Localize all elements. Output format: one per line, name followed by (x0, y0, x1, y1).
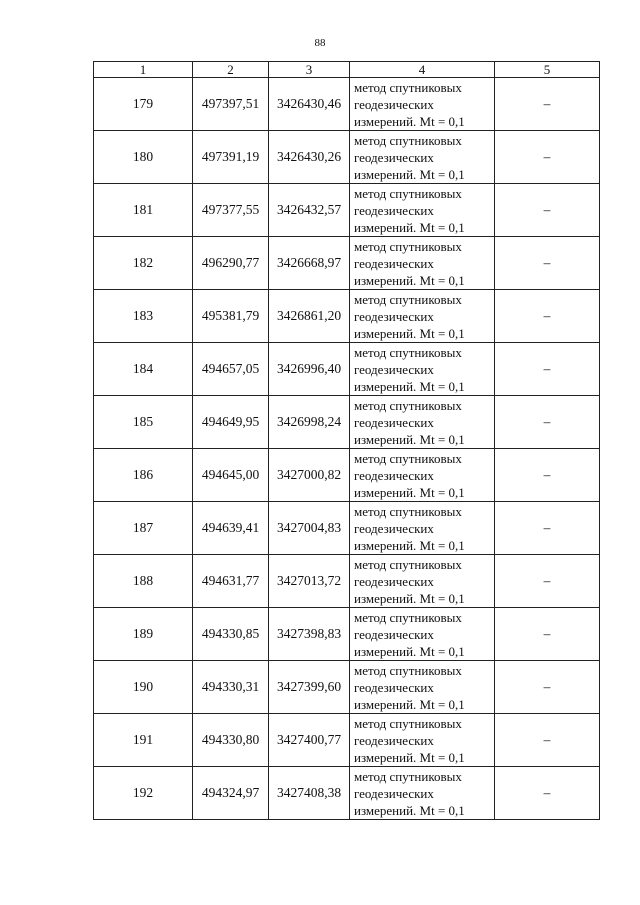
y-coordinate-cell: 3427013,72 (269, 555, 350, 608)
method-text-line: геодезических (354, 573, 434, 589)
note-cell: – (495, 555, 600, 608)
header-col-2: 2 (193, 62, 269, 78)
y-coordinate-cell: 3426432,57 (269, 184, 350, 237)
method-text-line: измерений. Mt = 0,1 (354, 272, 465, 288)
method-text-line: измерений. Mt = 0,1 (354, 219, 465, 235)
method-text-line: геодезических (354, 785, 434, 801)
note-cell: – (495, 449, 600, 502)
method-cell (350, 184, 495, 237)
method-text-line: измерений. Mt = 0,1 (354, 590, 465, 606)
table-row (94, 184, 600, 237)
method-text-line: измерений. Mt = 0,1 (354, 749, 465, 765)
header-row (94, 62, 600, 78)
point-number-cell: 188 (94, 555, 193, 608)
point-number-cell: 185 (94, 396, 193, 449)
note-cell: – (495, 78, 600, 131)
x-coordinate-cell: 497377,55 (193, 184, 269, 237)
method-text-line: метод спутниковых (354, 503, 462, 519)
point-number-cell: 191 (94, 714, 193, 767)
point-number-cell: 187 (94, 502, 193, 555)
method-text-line: геодезических (354, 361, 434, 377)
method-text-line: геодезических (354, 96, 434, 112)
method-text-line: метод спутниковых (354, 609, 462, 625)
x-coordinate-cell: 494639,41 (193, 502, 269, 555)
method-cell (350, 290, 495, 343)
note-cell: – (495, 502, 600, 555)
point-number-cell: 181 (94, 184, 193, 237)
method-text-line: геодезических (354, 679, 434, 695)
method-text-line: измерений. Mt = 0,1 (354, 537, 465, 553)
method-text-line: геодезических (354, 732, 434, 748)
point-number-cell: 179 (94, 78, 193, 131)
method-cell (350, 661, 495, 714)
method-text-line: геодезических (354, 149, 434, 165)
table-row (94, 767, 600, 820)
x-coordinate-cell: 495381,79 (193, 290, 269, 343)
x-coordinate-cell: 494324,97 (193, 767, 269, 820)
point-number-cell: 180 (94, 131, 193, 184)
table-row (94, 131, 600, 184)
method-text-line: метод спутниковых (354, 715, 462, 731)
method-text-line: метод спутниковых (354, 344, 462, 360)
point-number-cell: 190 (94, 661, 193, 714)
y-coordinate-cell: 3427400,77 (269, 714, 350, 767)
method-text-line: метод спутниковых (354, 556, 462, 572)
method-text-line: измерений. Mt = 0,1 (354, 643, 465, 659)
method-cell (350, 78, 495, 131)
y-coordinate-cell: 3427000,82 (269, 449, 350, 502)
x-coordinate-cell: 496290,77 (193, 237, 269, 290)
method-cell (350, 767, 495, 820)
method-cell (350, 714, 495, 767)
method-text-line: метод спутниковых (354, 132, 462, 148)
table-row (94, 237, 600, 290)
table-row (94, 343, 600, 396)
method-text-line: измерений. Mt = 0,1 (354, 484, 465, 500)
method-text-line: метод спутниковых (354, 662, 462, 678)
x-coordinate-cell: 497391,19 (193, 131, 269, 184)
x-coordinate-cell: 494645,00 (193, 449, 269, 502)
method-text-line: измерений. Mt = 0,1 (354, 802, 465, 818)
header-col-4: 4 (350, 62, 495, 78)
note-cell: – (495, 714, 600, 767)
note-cell: – (495, 396, 600, 449)
point-number-cell: 183 (94, 290, 193, 343)
method-text-line: геодезических (354, 255, 434, 271)
y-coordinate-cell: 3427399,60 (269, 661, 350, 714)
header-col-5: 5 (495, 62, 600, 78)
note-cell: – (495, 237, 600, 290)
method-text-line: метод спутниковых (354, 291, 462, 307)
y-coordinate-cell: 3426996,40 (269, 343, 350, 396)
point-number-cell: 184 (94, 343, 193, 396)
method-text-line: измерений. Mt = 0,1 (354, 325, 465, 341)
note-cell: – (495, 608, 600, 661)
method-cell (350, 237, 495, 290)
note-cell: – (495, 767, 600, 820)
x-coordinate-cell: 494649,95 (193, 396, 269, 449)
note-cell: – (495, 131, 600, 184)
point-number-cell: 189 (94, 608, 193, 661)
x-coordinate-cell: 494330,85 (193, 608, 269, 661)
method-cell (350, 343, 495, 396)
note-cell: – (495, 184, 600, 237)
table-row (94, 449, 600, 502)
method-cell (350, 449, 495, 502)
method-cell (350, 502, 495, 555)
y-coordinate-cell: 3426861,20 (269, 290, 350, 343)
method-text-line: геодезических (354, 308, 434, 324)
coordinates-table (93, 61, 600, 820)
table-row (94, 396, 600, 449)
x-coordinate-cell: 497397,51 (193, 78, 269, 131)
method-text-line: геодезических (354, 414, 434, 430)
method-text-line: измерений. Mt = 0,1 (354, 113, 465, 129)
table-row (94, 78, 600, 131)
y-coordinate-cell: 3427004,83 (269, 502, 350, 555)
method-text-line: геодезических (354, 626, 434, 642)
table-row (94, 555, 600, 608)
table-row (94, 502, 600, 555)
method-text-line: метод спутниковых (354, 768, 462, 784)
x-coordinate-cell: 494330,31 (193, 661, 269, 714)
y-coordinate-cell: 3426668,97 (269, 237, 350, 290)
x-coordinate-cell: 494330,80 (193, 714, 269, 767)
y-coordinate-cell: 3426998,24 (269, 396, 350, 449)
header-col-3: 3 (269, 62, 350, 78)
note-cell: – (495, 661, 600, 714)
table-row (94, 608, 600, 661)
y-coordinate-cell: 3426430,46 (269, 78, 350, 131)
x-coordinate-cell: 494657,05 (193, 343, 269, 396)
note-cell: – (495, 343, 600, 396)
method-cell (350, 396, 495, 449)
point-number-cell: 182 (94, 237, 193, 290)
y-coordinate-cell: 3426430,26 (269, 131, 350, 184)
y-coordinate-cell: 3427398,83 (269, 608, 350, 661)
method-text-line: метод спутниковых (354, 397, 462, 413)
method-cell (350, 555, 495, 608)
method-text-line: геодезических (354, 520, 434, 536)
method-text-line: метод спутниковых (354, 450, 462, 466)
method-cell (350, 608, 495, 661)
method-text-line: измерений. Mt = 0,1 (354, 431, 465, 447)
y-coordinate-cell: 3427408,38 (269, 767, 350, 820)
x-coordinate-cell: 494631,77 (193, 555, 269, 608)
method-cell (350, 131, 495, 184)
method-text-line: измерений. Mt = 0,1 (354, 166, 465, 182)
method-text-line: измерений. Mt = 0,1 (354, 378, 465, 394)
note-cell: – (495, 290, 600, 343)
table-row (94, 661, 600, 714)
point-number-cell: 192 (94, 767, 193, 820)
method-text-line: измерений. Mt = 0,1 (354, 696, 465, 712)
method-text-line: метод спутниковых (354, 185, 462, 201)
table-row (94, 290, 600, 343)
page-number: 88 (314, 37, 326, 49)
table-row (94, 714, 600, 767)
method-text-line: геодезических (354, 202, 434, 218)
point-number-cell: 186 (94, 449, 193, 502)
method-text-line: геодезических (354, 467, 434, 483)
method-text-line: метод спутниковых (354, 79, 462, 95)
header-col-1: 1 (94, 62, 193, 78)
method-text-line: метод спутниковых (354, 238, 462, 254)
